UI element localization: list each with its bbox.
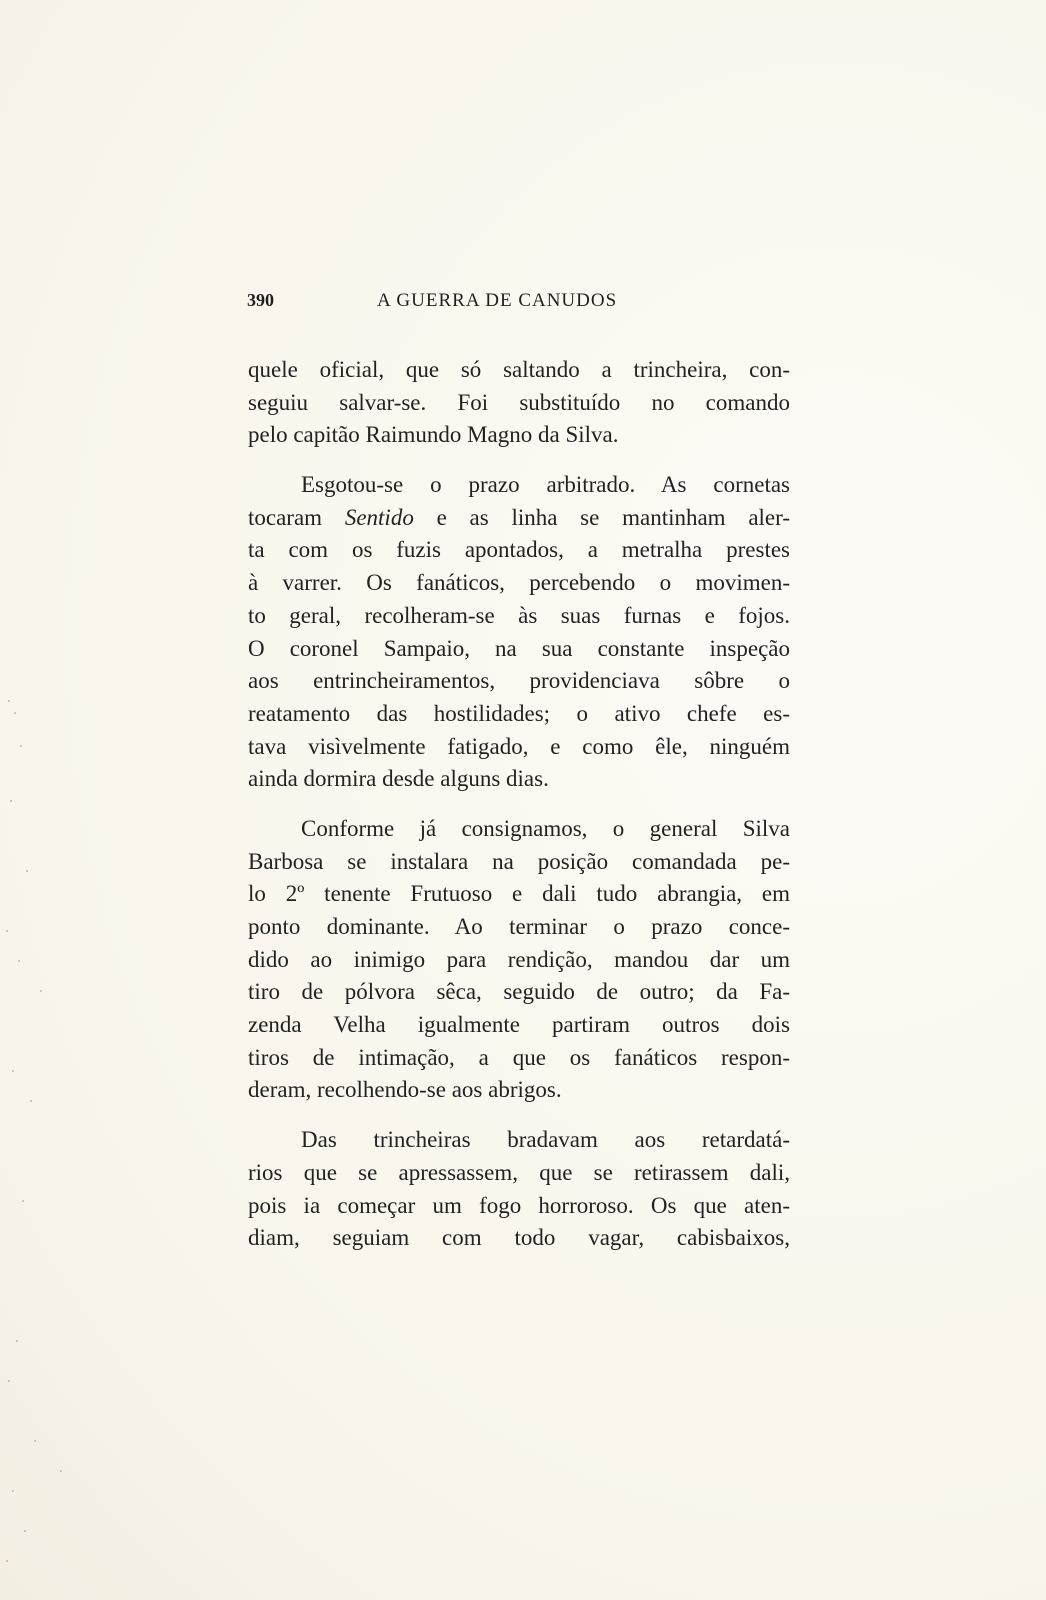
paper-speck bbox=[10, 800, 12, 802]
page-number: 390 bbox=[247, 290, 274, 310]
paper-speck bbox=[26, 870, 28, 872]
italic-term: Sentido bbox=[344, 504, 414, 530]
body-text bbox=[248, 354, 790, 1272]
paper-speck bbox=[8, 1380, 10, 1382]
text-line: deram, recolhendo-se aos abrigos. bbox=[248, 1077, 562, 1103]
paper-speck bbox=[16, 1340, 18, 1342]
text-line: seguiu salvar-se. Foi substituído no comando bbox=[248, 389, 790, 415]
text-line: Barbosa se instalara na posição comandada pe- bbox=[248, 848, 790, 874]
paper-speck bbox=[12, 1070, 14, 1072]
paper-speck bbox=[12, 1490, 14, 1492]
text-line: tiro de pólvora sêca, seguido de outro; da Fa- bbox=[248, 979, 790, 1005]
paper-speck bbox=[8, 700, 10, 702]
text-line: dido ao inimigo para rendição, mandou dar um bbox=[248, 946, 790, 972]
paper-speck bbox=[20, 745, 22, 747]
text-line: pois ia começar um fogo horroroso. Os que aten- bbox=[248, 1192, 790, 1218]
paper-speck bbox=[34, 1440, 36, 1442]
paper-speck bbox=[40, 990, 42, 992]
paper-speck bbox=[18, 960, 20, 962]
paper-speck bbox=[6, 1560, 8, 1562]
paper-speck bbox=[14, 712, 16, 714]
text-line: quele oficial, que só saltando a trincheira, con- bbox=[248, 357, 790, 382]
text-line: O coronel Sampaio, na sua constante inspeção bbox=[248, 635, 790, 661]
text-line: to geral, recolheram-se às suas furnas e fojos. bbox=[248, 602, 790, 628]
text-line: Esgotou-se o prazo arbitrado. As cornetas bbox=[301, 472, 790, 498]
paper-speck bbox=[60, 1470, 62, 1472]
text-line: diam, seguiam com todo vagar, cabisbaixos, bbox=[248, 1225, 790, 1251]
running-title: A GUERRA DE CANUDOS bbox=[377, 290, 618, 311]
text-line: ainda dormira desde alguns dias. bbox=[248, 766, 549, 792]
text-line: tocaram Sentido e as linha se mantinham aler- bbox=[248, 504, 790, 530]
text-line: ponto dominante. Ao terminar o prazo conce- bbox=[248, 914, 790, 939]
paragraph-3 bbox=[248, 813, 790, 1107]
text-line: pelo capitão Raimundo Magno da Silva. bbox=[248, 422, 619, 448]
text-line: rios que se apressassem, que se retirassem dali, bbox=[248, 1159, 790, 1185]
paper-speck bbox=[22, 1200, 24, 1202]
paper-speck bbox=[30, 1100, 32, 1102]
text-line: reatamento das hostilidades; o ativo chefe es- bbox=[248, 700, 790, 726]
paragraph-1 bbox=[248, 354, 790, 452]
text-line: Das trincheiras bradavam aos retardatá- bbox=[301, 1127, 790, 1153]
text-line: tava visìvelmente fatigado, e como êle, ninguém bbox=[248, 733, 790, 759]
paper-speck bbox=[24, 1530, 26, 1532]
text-line: zenda Velha igualmente partiram outros dois bbox=[248, 1012, 790, 1038]
paragraph-2 bbox=[248, 469, 790, 796]
paper-speck bbox=[6, 930, 8, 932]
text-line: à varrer. Os fanáticos, percebendo o movimen- bbox=[248, 570, 790, 596]
text-line: aos entrincheiramentos, providenciava sôbre o bbox=[248, 668, 790, 694]
paragraph-4 bbox=[248, 1124, 790, 1255]
text-line: Conforme já consignamos, o general Silva bbox=[301, 815, 790, 841]
running-header bbox=[247, 290, 787, 314]
text-line: lo 2º tenente Frutuoso e dali tudo abrangia, em bbox=[248, 881, 790, 907]
text-line: ta com os fuzis apontados, a metralha prestes bbox=[248, 537, 790, 563]
text-line: tiros de intimação, a que os fanáticos respon- bbox=[248, 1044, 790, 1070]
